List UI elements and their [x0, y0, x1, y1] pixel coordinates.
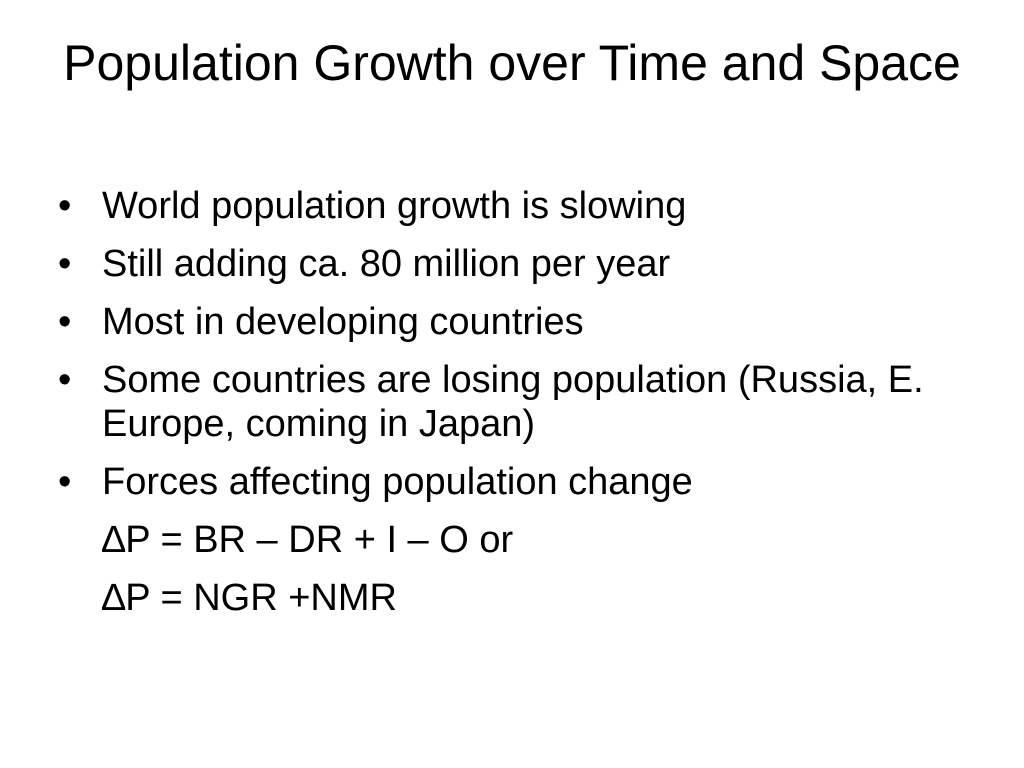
formula-line: ∆P = BR – DR + I – O or [102, 519, 514, 561]
formula-line: ∆P = NGR +NMR [102, 577, 397, 619]
bullet-icon: • [58, 185, 72, 227]
bullet-icon: • [58, 461, 72, 503]
slide-content [58, 184, 978, 634]
bullet-text: World population growth is slowing [102, 185, 687, 227]
bullet-item [58, 184, 978, 228]
bullet-icon: • [58, 243, 72, 285]
bullet-item [58, 460, 978, 504]
bullet-text: Most in developing countries [102, 301, 584, 343]
bullet-item [58, 242, 978, 286]
bullet-item [58, 300, 978, 344]
bullet-item [58, 358, 978, 446]
bullet-text: Some countries are losing population (Russia, E. Europe, coming in Japan) [102, 359, 924, 445]
slide-title: Population Growth over Time and Space [63, 35, 961, 91]
bullet-text: Forces affecting population change [102, 461, 693, 503]
bullet-icon: • [58, 301, 72, 343]
bullet-icon: • [58, 359, 72, 401]
bullet-text: Still adding ca. 80 million per year [102, 243, 671, 285]
